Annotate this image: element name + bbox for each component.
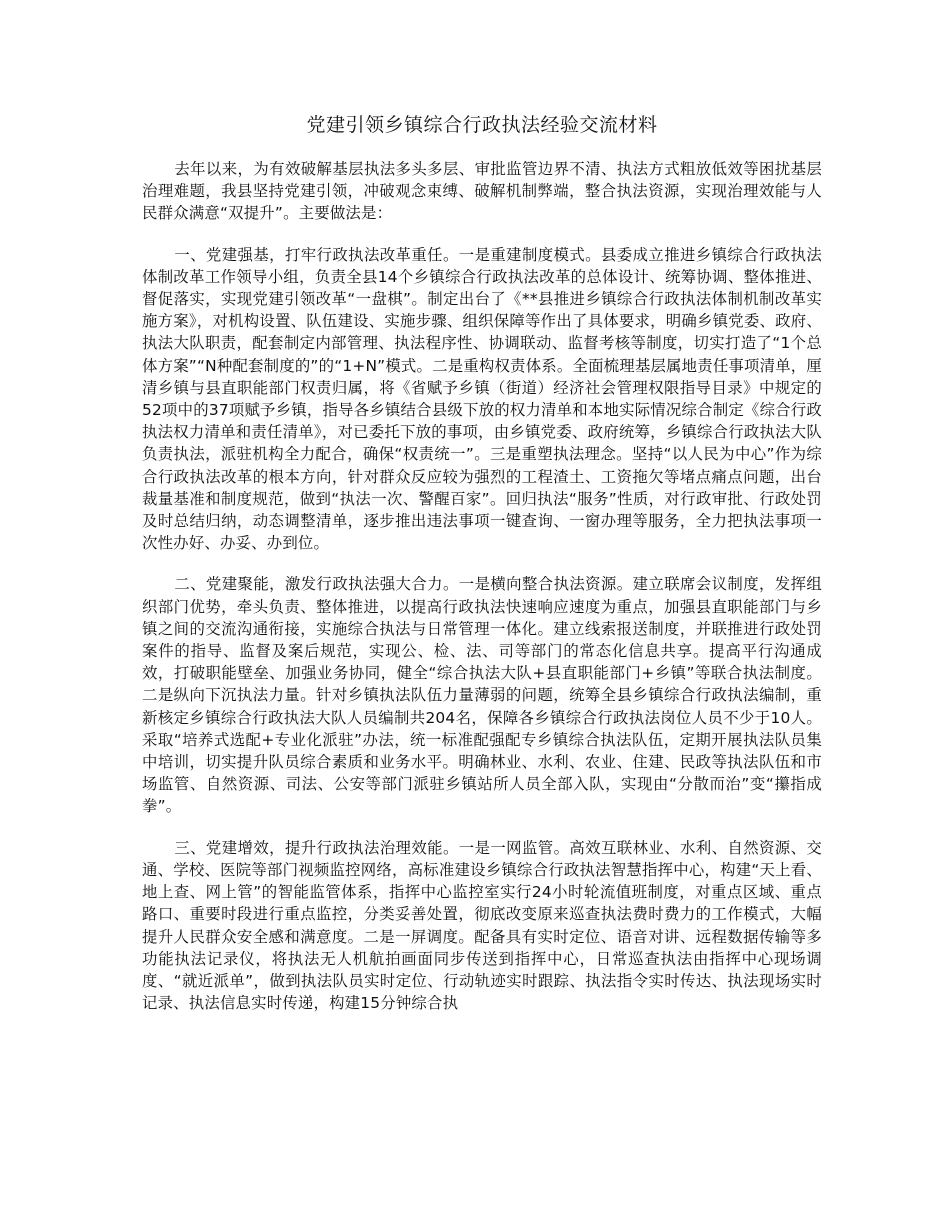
paragraph-section-1: 一、党建强基，打牢行政执法改革重任。一是重建制度模式。县委成立推进乡镇综合行政执法体制改革工作领导小组，负责全县14个乡镇综合行政执法改革的总体设计、统筹协调、整体推进、督促落实，实现党建引领改革“一盘棋”。制定出台了《**县推进乡镇综合行政执法体制机制改革实施方案》，对机构设置、队伍建设、实施步骤、组织保障等作出了具体要求，明确乡镇党委、政府、执法大队职责，配套制定内部管理、执法程序性、协调联动、监督考核等制度，切实打造了“1个总体方案”“N种配套制度的”的“1+N”模式。二是重构权责体系。全面梳理基层属地责任事项清单，厘清乡镇与县直职能部门权责归属，将《省赋予乡镇（街道）经济社会管理权限指导目录》中规定的52项中的37项赋予乡镇，指导各乡镇结合县级下放的权力清单和本地实际情况综合制定《综合行政执法权力清单和责任清单》，对已委托下放的事项，由乡镇党委、政府统筹，乡镇综合行政执法大队负责执法，派驻机构全力配合，确保“权责统一”。三是重塑执法理念。坚持“以人民为中心”作为综合行政执法改革的根本方向，针对群众反应较为强烈的工程渣土、工资拖欠等堵点痛点问题，出台裁量基准和制度规范，做到“执法一次、警醒百家”。回归执法“服务”性质，对行政审批、行政处罚及时总结归纳，动态调整清单，逐步推出违法事项一键查询、一窗办理等服务，全力把执法事项一次性办好、办妥、办到位。	[142, 245, 822, 553]
paragraph-section-3: 三、党建增效，提升行政执法治理效能。一是一网监管。高效互联林业、水利、自然资源、交通、学校、医院等部门视频监控网络，高标准建设乡镇综合行政执法智慧指挥中心，构建“天上看、地上查、网上管”的智能监管体系，指挥中心监控室实行24小时轮流值班制度，对重点区域、重点路口、重要时段进行重点监控，分类妥善处置，彻底改变原来巡查执法费时费力的工作模式，大幅提升人民群众安全感和满意度。二是一屏调度。配备具有实时定位、语音对讲、远程数据传输等多功能执法记录仪，将执法无人机航拍画面同步传送到指挥中心，日常巡查执法由指挥中心现场调度、“就近派单”，做到执法队员实时定位、行动轨迹实时跟踪、执法指令实时传达、执法现场实时记录、执法信息实时传递，构建15分钟综合执	[142, 838, 822, 1013]
paragraph-section-2: 二、党建聚能，激发行政执法强大合力。一是横向整合执法资源。建立联席会议制度，发挥组织部门优势，牵头负责、整体推进，以提高行政执法快速响应速度为重点，加强县直职能部门与乡镇之间的交流沟通衔接，实施综合执法与日常管理一体化。建立线索报送制度，并联推进行政处罚案件的指导、监督及案后规范，实现公、检、法、司等部门的常态化信息共享。提高平行沟通成效，打破职能壁垒、加强业务协同，健全“综合执法大队+县直职能部门+乡镇”等联合执法制度。二是纵向下沉执法力量。针对乡镇执法队伍力量薄弱的问题，统筹全县乡镇综合行政执法编制，重新核定乡镇综合行政执法大队人员编制共204名，保障各乡镇综合行政执法岗位人员不少于10人。采取“培养式选配+专业化派驻”办法，统一标准配强配专乡镇综合执法队伍，定期开展执法队员集中培训，切实提升队员综合素质和业务水平。明确林业、水利、农业、住建、民政等执法队伍和市场监管、自然资源、司法、公安等部门派驻乡镇站所人员全部入队，实现由“分散而治”变“攥指成拳”。	[142, 575, 822, 816]
document-page	[142, 112, 822, 1014]
paragraph-intro: 去年以来，为有效破解基层执法多头多层、审批监管边界不清、执法方式粗放低效等困扰基层治理难题，我县坚持党建引领，冲破观念束缚、破解机制弊端，整合执法资源，实现治理效能与人民群众满意“双提升”。主要做法是：	[142, 160, 822, 223]
document-title: 党建引领乡镇综合行政执法经验交流材料	[306, 114, 658, 136]
